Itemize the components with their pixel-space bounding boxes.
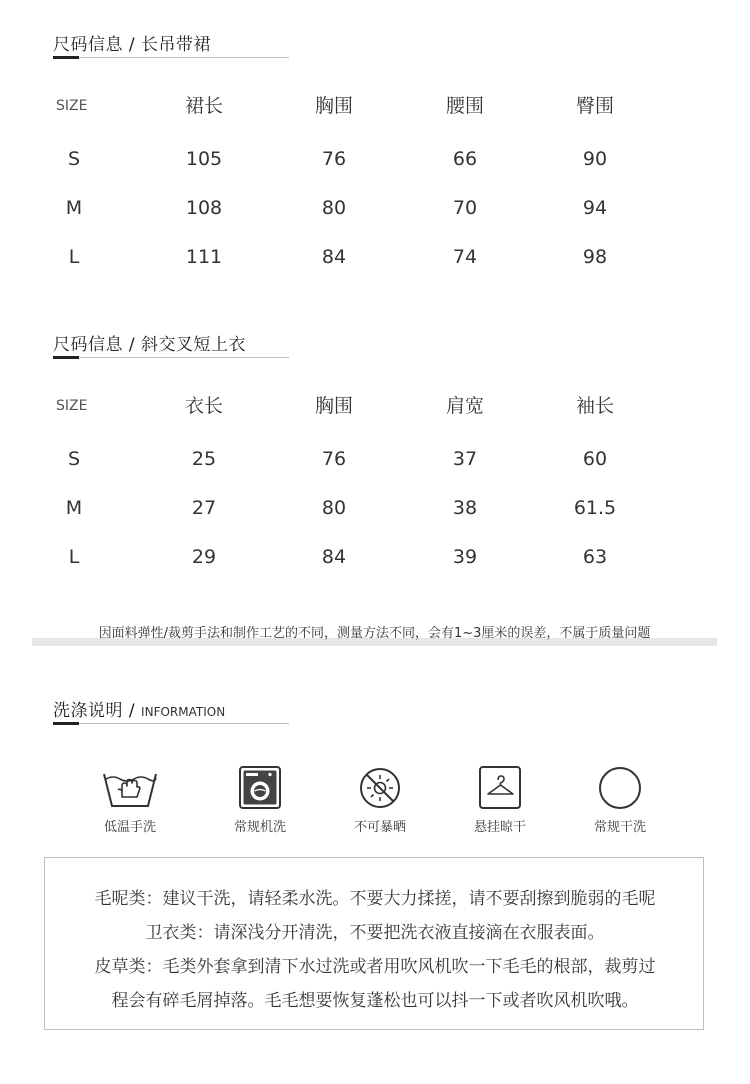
wash-icon-item [75,766,185,835]
care-line-fur-continued: 程会有碎毛屑掉落。毛毛想要恢复蓬松也可以抖一下或者吹风机吹哦。 [111,991,639,1011]
table-row [0,542,750,572]
table-header-row [0,91,750,121]
value-cell: 70 [452,197,478,219]
value-cell: 29 [191,546,217,568]
value-cell: 25 [191,448,217,470]
value-cell: 84 [321,246,347,268]
measurement-note-text: 因面料弹性/裁剪手法和制作工艺的不同，测量方法不同，会有1~3厘米的误差，不属于质量问题 [98,626,651,641]
dress-title-accent [53,56,79,59]
measurement-note [32,622,717,647]
wash-title-sub: INFORMATION [141,705,226,719]
value-cell: 80 [321,197,347,219]
value-cell: 37 [452,448,478,470]
header-hip: 臀围 [575,95,614,117]
dress-size-section-title: 尺码信息 / 长吊带裙 [53,35,212,55]
size-cell: M [65,197,83,219]
wash-title-main: 洗涤说明 / [53,701,136,721]
table-row [0,144,750,174]
wash-title-underline [53,723,289,724]
value-cell: 98 [582,246,608,268]
size-cell: M [65,497,83,519]
machine-wash-label: 常规机洗 [233,820,286,835]
header-length: 衣长 [184,395,223,417]
hand-wash-label: 低温手洗 [103,820,156,835]
dry-clean-icon [590,766,650,810]
wash-icon-item [445,766,555,835]
header-shoulder: 肩宽 [445,395,484,417]
care-line-fur: 皮草类：毛类外套拿到清下水过洗或者用吹风机吹一下毛毛的根部，裁剪过 [94,957,656,977]
value-cell: 61.5 [573,497,617,519]
header-size: SIZE [56,98,88,114]
header-waist: 腰围 [445,95,484,117]
value-cell: 84 [321,546,347,568]
size-cell: L [68,546,80,568]
wash-title-accent [53,722,79,725]
value-cell: 76 [321,148,347,170]
table-header-row [0,391,750,421]
table-row [0,493,750,523]
value-cell: 111 [185,246,223,268]
table-row [0,242,750,272]
value-cell: 66 [452,148,478,170]
header-size: SIZE [56,398,88,414]
wash-icon-item [205,766,315,835]
value-cell: 60 [582,448,608,470]
value-cell: 94 [582,197,608,219]
value-cell: 90 [582,148,608,170]
table-row [0,444,750,474]
size-cell: S [67,148,81,170]
header-bust: 胸围 [314,395,353,417]
value-cell: 63 [582,546,608,568]
wash-icon-item [325,766,435,835]
value-cell: 38 [452,497,478,519]
value-cell: 108 [185,197,223,219]
hand-wash-icon [100,766,160,810]
care-instructions-box [44,857,704,1030]
top-title-accent [53,356,79,359]
hang-dry-icon [470,766,530,810]
dry-clean-label: 常规干洗 [593,820,646,835]
header-sleeve: 袖长 [575,395,614,417]
no-sun-icon [350,766,410,810]
wash-section-title [53,696,225,721]
no-sun-label: 不可暴晒 [353,820,406,835]
value-cell: 105 [185,148,223,170]
care-line-wool: 毛呢类：建议干洗，请轻柔水洗。不要大力揉搓，请不要刮擦到脆弱的毛呢 [94,889,656,909]
wash-icon-item [565,766,675,835]
header-skirt-length: 裙长 [184,95,223,117]
header-bust: 胸围 [314,95,353,117]
value-cell: 76 [321,448,347,470]
value-cell: 39 [452,546,478,568]
top-title-underline [53,357,289,358]
top-size-section-title: 尺码信息 / 斜交叉短上衣 [53,335,247,355]
hang-dry-label: 悬挂晾干 [473,820,526,835]
size-cell: S [67,448,81,470]
value-cell: 27 [191,497,217,519]
table-row [0,193,750,223]
value-cell: 80 [321,497,347,519]
care-line-sweatshirt: 卫衣类：请深浅分开清洗，不要把洗衣液直接滴在衣服表面。 [145,923,605,943]
machine-wash-icon [230,766,290,810]
dress-title-underline [53,57,289,58]
size-cell: L [68,246,80,268]
value-cell: 74 [452,246,478,268]
